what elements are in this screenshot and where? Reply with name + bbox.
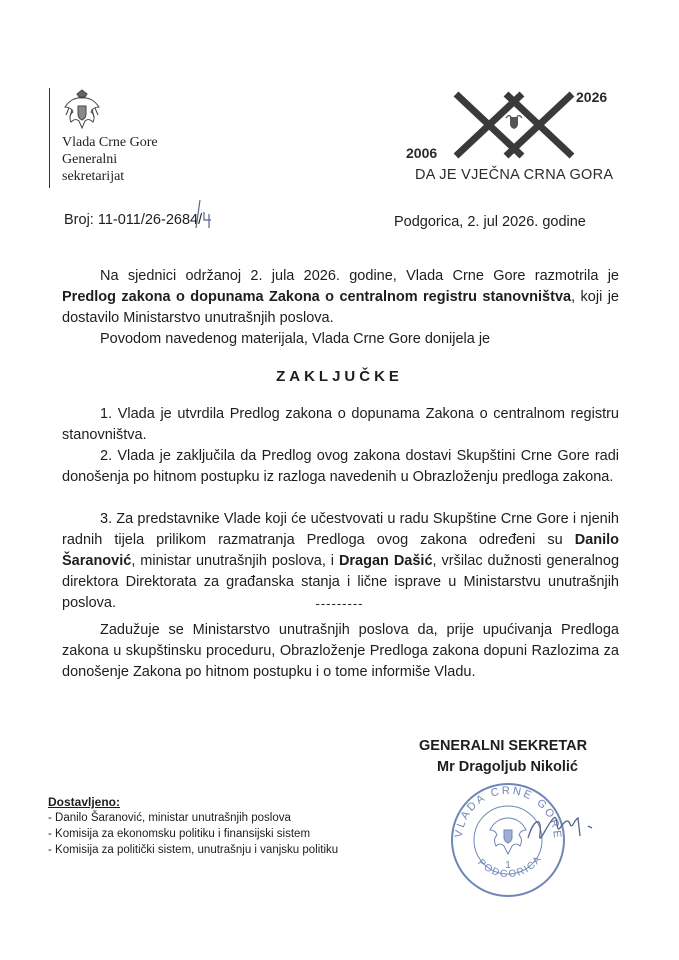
- handwritten-suffix: [190, 198, 220, 230]
- stamp-number: 1: [505, 860, 511, 871]
- reference-number: Broj: 11-011/26-2684/: [64, 212, 203, 228]
- org-name-line1: Vlada Crne Gore: [62, 135, 158, 150]
- coat-of-arms-icon: [60, 88, 104, 132]
- stamp-crest-icon: [490, 818, 526, 854]
- conclusion-item-3: 3. Za predstavnike Vlade koji će učestvovati u radu Skupštine Crne Gore i njenih radnih tijela prilikom razmatranja Predloga ovog zakona određeni su Danilo Šaranović, ministar unutrašnjih poslova, i Dragan Dašić, vršilac dužnosti generalnog direktora Direktorata za građanska stanja i lične isprave u Ministarstvu unutrašnjih poslova.: [62, 511, 620, 611]
- intro-paragraph: Na sjednici održanoj 2. jula 2026. godine, Vlada Crne Gore razmotrila je Predlog zakona o dopunama Zakona o centralnom registru stanovništva, koji je dostavilo Ministarstvo unutrašnjih poslova.: [62, 268, 619, 326]
- separator: ---------: [315, 596, 364, 611]
- official-stamp: [430, 778, 620, 900]
- distribution-heading: Dostavljeno:: [48, 795, 121, 809]
- stamp-text-bottom: PODGORICA: [475, 853, 545, 881]
- distribution-item: - Danilo Šaranović, ministar unutrašnjih poslova: [48, 812, 291, 824]
- header-divider-line: [49, 88, 50, 188]
- conclusion-item-2: 2. Vlada je zaključila da Predlog ovog zakona dostavi Skupštini Crne Gore radi donošenja po hitnom postupku iz razloga navedenih u Obrazloženju predloga zakona.: [62, 448, 619, 485]
- signatory-name: Mr Dragoljub Nikolić: [437, 759, 578, 775]
- distribution-item: - Komisija za ekonomsku politiku i finansijski sistem: [48, 828, 311, 840]
- place-date: Podgorica, 2. jul 2026. godine: [394, 214, 586, 230]
- logo-motto: DA JE VJEČNA CRNA GORA: [415, 167, 614, 183]
- conclusions-heading: ZAKLJUČKE: [276, 368, 403, 385]
- distribution-item: - Komisija za politički sistem, unutrašnju i vanjsku politiku: [48, 844, 339, 856]
- adoption-line: Povodom navedenog materijala, Vlada Crne Gore donijela je: [100, 331, 491, 347]
- org-name-line2: Generalni: [62, 152, 118, 167]
- instruction-paragraph: Zadužuje se Ministarstvo unutrašnjih poslova da, prije upućivanja Predloga zakona u skupštinsku proceduru, Obrazloženje Predloga zakona dopuni Razlozima za donošenje Zakona po hitnom postupku i o tome informiše Vladu.: [62, 622, 619, 680]
- logo-year-start: 2006: [406, 145, 438, 161]
- logo-year-end: 2026: [576, 89, 608, 105]
- small-crest-icon: [505, 113, 523, 131]
- signatory-title: GENERALNI SEKRETAR: [419, 738, 588, 754]
- conclusion-item-1: 1. Vlada je utvrdila Predlog zakona o dopunama Zakona o centralnom registru stanovništva.: [62, 406, 619, 443]
- org-name-line3: sekretarijat: [62, 169, 125, 184]
- stamp-text-top: VLADA CRNE GORE: [452, 784, 564, 841]
